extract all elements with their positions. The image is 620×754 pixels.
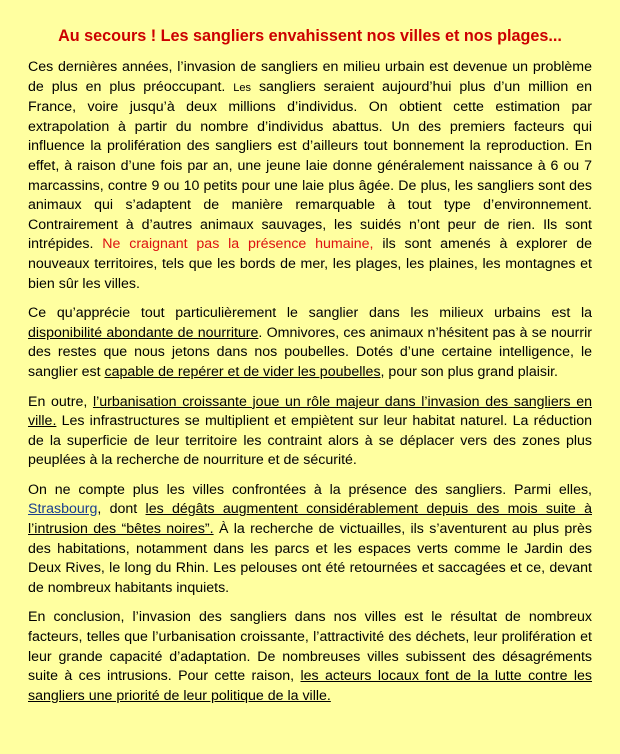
p3-text-a: En outre, — [28, 393, 93, 410]
p2-text-c: , pour son plus grand plaisir. — [380, 363, 558, 380]
p2-underline-2: capable de repérer et de vider les poubelles — [104, 363, 381, 380]
paragraph-2 — [28, 304, 592, 382]
p1-text-b: sangliers seraient aujourd’hui plus d’un million en France, voire jusqu’à deux millions d’individus. On obtient cette estimation par extrapolation à partir du nombre d’individus abattus. Un des premiers facteurs qui influence la prolifération des sangliers est d’ailleurs tout bonnement la reproduction. En effet, à raison d’une fois par an, une jeune laie donne généralement naissance à 6 ou 7 marcassins, contre 9 ou 10 petits pour une laie plus âgée. De plus, les sangliers sont des animaux qui s’adaptent de manière remarquable à tout type d’environnement. Contrairement à d’autres animaux sauvages, les suidés n’ont peur de rien. Ils sont intrépides. — [28, 78, 592, 253]
article-title: Au secours ! Les sangliers envahissent nos villes et nos plages... — [58, 27, 562, 45]
paragraph-1 — [28, 58, 592, 294]
p5-underline-1: les acteurs locaux font de la lutte contre les sangliers une priorité de leur politique de la ville. — [28, 668, 593, 704]
p1-text-c: ils sont amenés à explorer de nouveaux territoires, tels que les bords de mer, les plages, les plaines, les montagnes et bien sûr les villes. — [28, 236, 592, 292]
p5-text-a: En conclusion, l’invasion des sangliers dans nos villes est le résultat de nombreux facteurs, telles que l’urbanisation croissante, l’attractivité des déchets, leur prolifération et leur grande capacité d’adaptation. De nombreuses villes subissent des désagréments suite à ces intrusions. Pour cette raison, — [28, 609, 592, 685]
p2-underline-1: disponibilité abondante de nourriture — [28, 324, 259, 341]
paragraph-3 — [28, 393, 592, 471]
p4-underline-strasbourg: Strasbourg — [28, 501, 98, 518]
p1-les: Les — [233, 81, 252, 94]
p1-highlight-red: Ne craignant pas la présence humaine, — [102, 236, 374, 253]
paragraph-4 — [28, 481, 592, 599]
p2-text-a: Ce qu’apprécie tout particulièrement le sanglier dans les milieux urbains est la — [28, 305, 592, 322]
p2-text-b: . Omnivores, ces animaux n’hésitent pas à se nourrir des restes que nous jetons dans nos poubelles. Dotés d’une certaine intelligence, le sanglier est — [28, 324, 592, 380]
p4-text-c: À la recherche de victuailles, ils s’aventurent au plus près des habitations, notamment dans les parcs et les espaces verts comme le Jardin des Deux Rives, le long du Rhin. Les pelouses ont été retournées et saccagées et ce, devant de nombreux habitants inquiets. — [28, 521, 592, 596]
p4-text-a: On ne compte plus les villes confrontées à la présence des sangliers. Parmi elles, — [28, 481, 592, 498]
paragraph-5 — [28, 608, 592, 706]
p1-text-a: Ces dernières années, l’invasion de sangliers en milieu urbain est devenue un problème de plus en plus préoccupant. — [28, 59, 592, 95]
p4-underline-2: les dégâts augmentent considérablement depuis des mois suite à l’intrusion des “bêtes noires”. — [28, 501, 592, 538]
p4-text-b: , dont — [97, 501, 146, 518]
p3-underline-1: l’urbanisation croissante joue un rôle majeur dans l’invasion des sangliers en ville. — [28, 393, 592, 430]
p3-text-b: Les infrastructures se multiplient et empiètent sur leur habitat naturel. La réduction de la superficie de leur territoire les contraint alors à se déplacer vers des zones plus peuplées à la recherche de nourriture et de sécurité. — [28, 413, 592, 469]
